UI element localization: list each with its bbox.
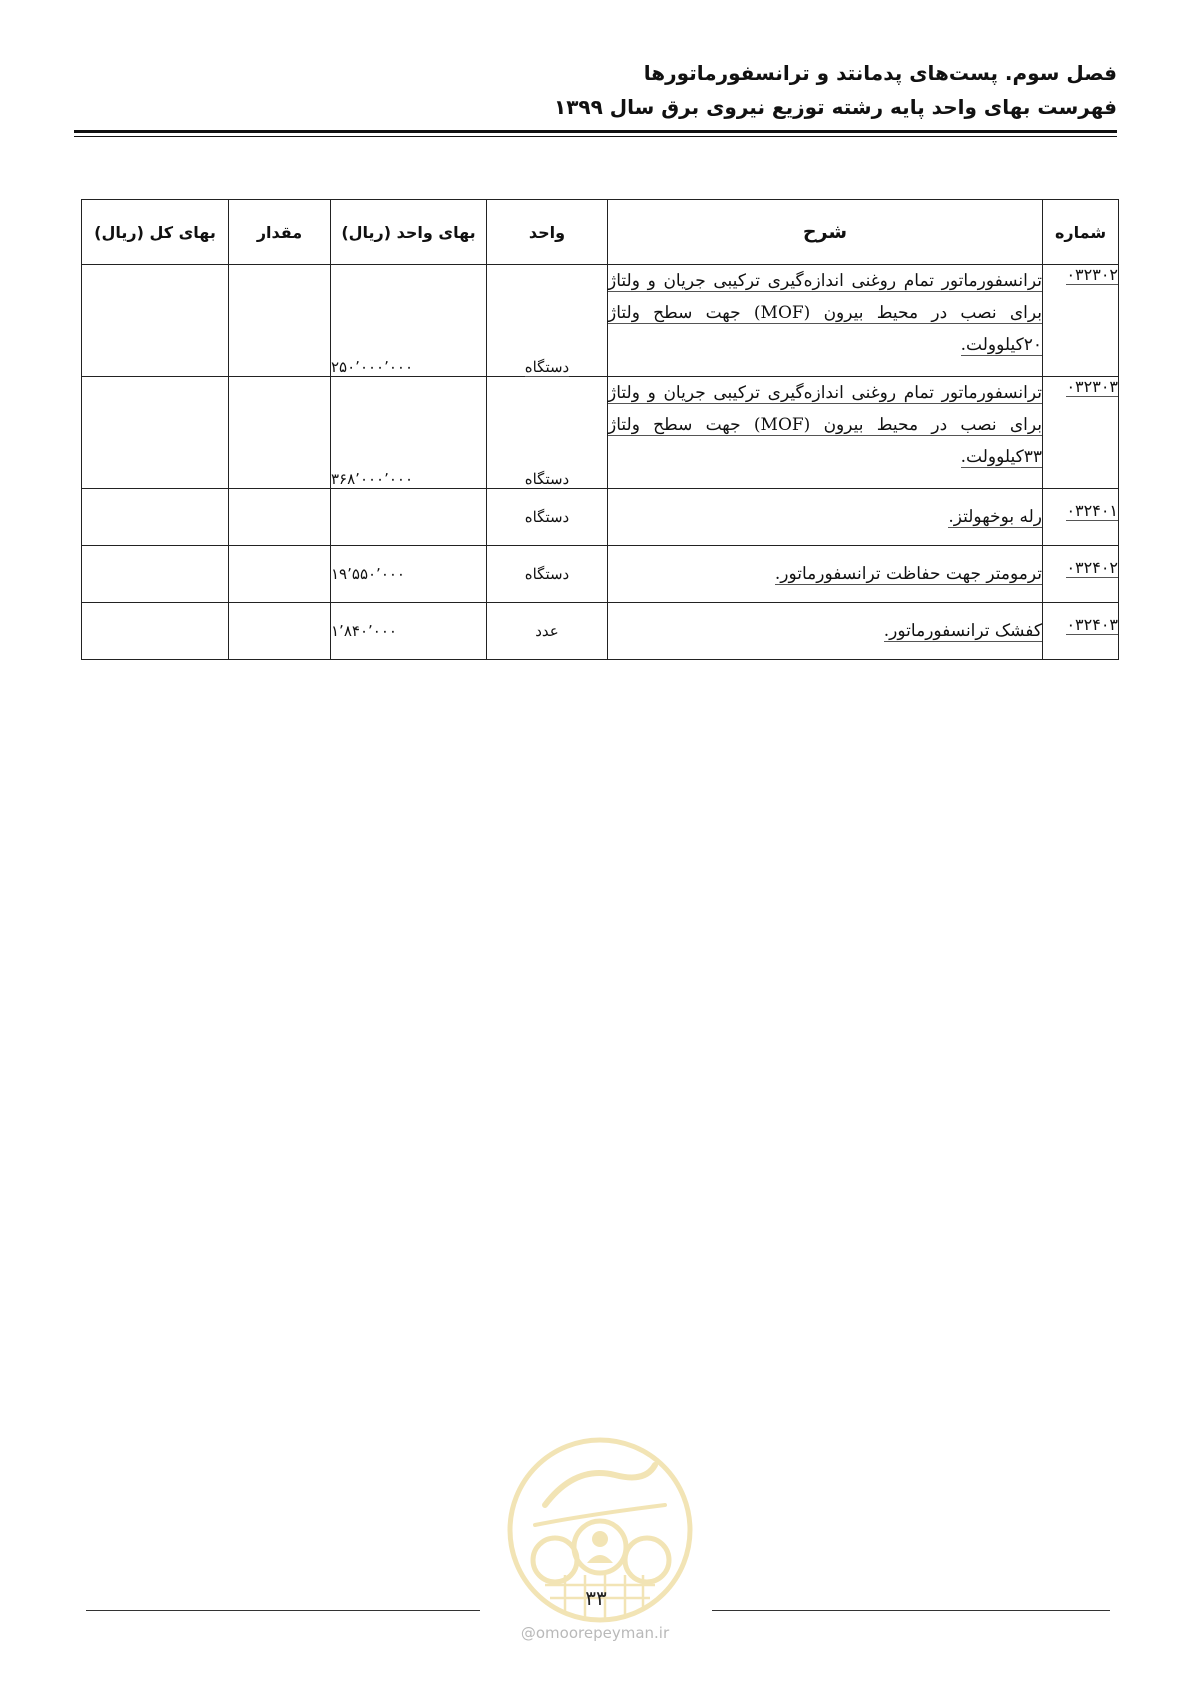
item-unit: دستگاه bbox=[524, 565, 570, 583]
document-title: فهرست بهای واحد پایه رشته توزیع نیروی برق سال ۱۳۹۹ bbox=[554, 95, 1117, 119]
chapter-title: فصل سوم. پست‌های پدمانتد و ترانسفورماتورها bbox=[643, 61, 1117, 85]
item-description: ترانسفورماتور تمام روغنی اندازه‌گیری ترکیبی جریان و ولتاژ برای نصب در محیط بیرون (MOF) جهت سطح ولتاژ ۳۳کیلوولت. bbox=[608, 383, 1042, 467]
item-unit-price bbox=[331, 489, 487, 546]
item-quantity bbox=[229, 489, 331, 546]
item-unit: دستگاه bbox=[524, 508, 570, 526]
item-unit-price: ۱٬۸۴۰٬۰۰۰ bbox=[331, 603, 487, 660]
price-table bbox=[81, 199, 1119, 660]
footer-rule-right bbox=[712, 1610, 1110, 1611]
item-unit-price: ۱۹٬۵۵۰٬۰۰۰ bbox=[331, 546, 487, 603]
table-row bbox=[82, 489, 1119, 546]
table-row bbox=[82, 603, 1119, 660]
item-unit-price: ۳۶۸٬۰۰۰٬۰۰۰ bbox=[331, 377, 487, 489]
item-unit: دستگاه bbox=[524, 470, 570, 488]
item-code: ۰۳۲۴۰۳ bbox=[1066, 615, 1118, 634]
item-quantity bbox=[229, 265, 331, 377]
column-header-unit-price: بهای واحد (ریال) bbox=[331, 200, 487, 265]
item-quantity bbox=[229, 546, 331, 603]
item-quantity bbox=[229, 377, 331, 489]
header-rule-thick bbox=[74, 130, 1117, 133]
item-total-price bbox=[82, 377, 229, 489]
footer-rule-left bbox=[86, 1610, 480, 1611]
page-number: ۳۳ bbox=[585, 1586, 607, 1610]
item-unit: دستگاه bbox=[524, 358, 570, 376]
item-quantity bbox=[229, 603, 331, 660]
table-row bbox=[82, 546, 1119, 603]
item-code: ۰۳۲۳۰۲ bbox=[1066, 265, 1118, 284]
item-total-price bbox=[82, 546, 229, 603]
column-header-description: شرح bbox=[608, 200, 1043, 265]
table-header-row bbox=[82, 200, 1119, 265]
page-header bbox=[74, 56, 1117, 124]
watermark-url: @omoorepeyman.ir bbox=[520, 1624, 670, 1642]
table-row bbox=[82, 265, 1119, 377]
item-description: ترانسفورماتور تمام روغنی اندازه‌گیری ترکیبی جریان و ولتاژ برای نصب در محیط بیرون (MOF) جهت سطح ولتاژ ۲۰کیلوولت. bbox=[608, 271, 1042, 355]
item-unit-price: ۲۵۰٬۰۰۰٬۰۰۰ bbox=[331, 265, 487, 377]
item-code: ۰۳۲۴۰۲ bbox=[1066, 558, 1118, 577]
item-description: کفشک ترانسفورماتور. bbox=[883, 621, 1042, 641]
item-code: ۰۳۲۳۰۳ bbox=[1066, 377, 1118, 396]
column-header-code: شماره bbox=[1043, 200, 1119, 265]
item-total-price bbox=[82, 489, 229, 546]
item-description: رله بوخهولتز. bbox=[948, 507, 1042, 527]
header-rule-thin bbox=[74, 136, 1117, 137]
item-total-price bbox=[82, 603, 229, 660]
item-description: ترمومتر جهت حفاظت ترانسفورماتور. bbox=[774, 564, 1042, 584]
column-header-quantity: مقدار bbox=[229, 200, 331, 265]
table-row bbox=[82, 377, 1119, 489]
column-header-total-price: بهای کل (ریال) bbox=[82, 200, 229, 265]
item-code: ۰۳۲۴۰۱ bbox=[1066, 501, 1118, 520]
item-unit: عدد bbox=[535, 622, 559, 640]
item-total-price bbox=[82, 265, 229, 377]
column-header-unit: واحد bbox=[487, 200, 608, 265]
